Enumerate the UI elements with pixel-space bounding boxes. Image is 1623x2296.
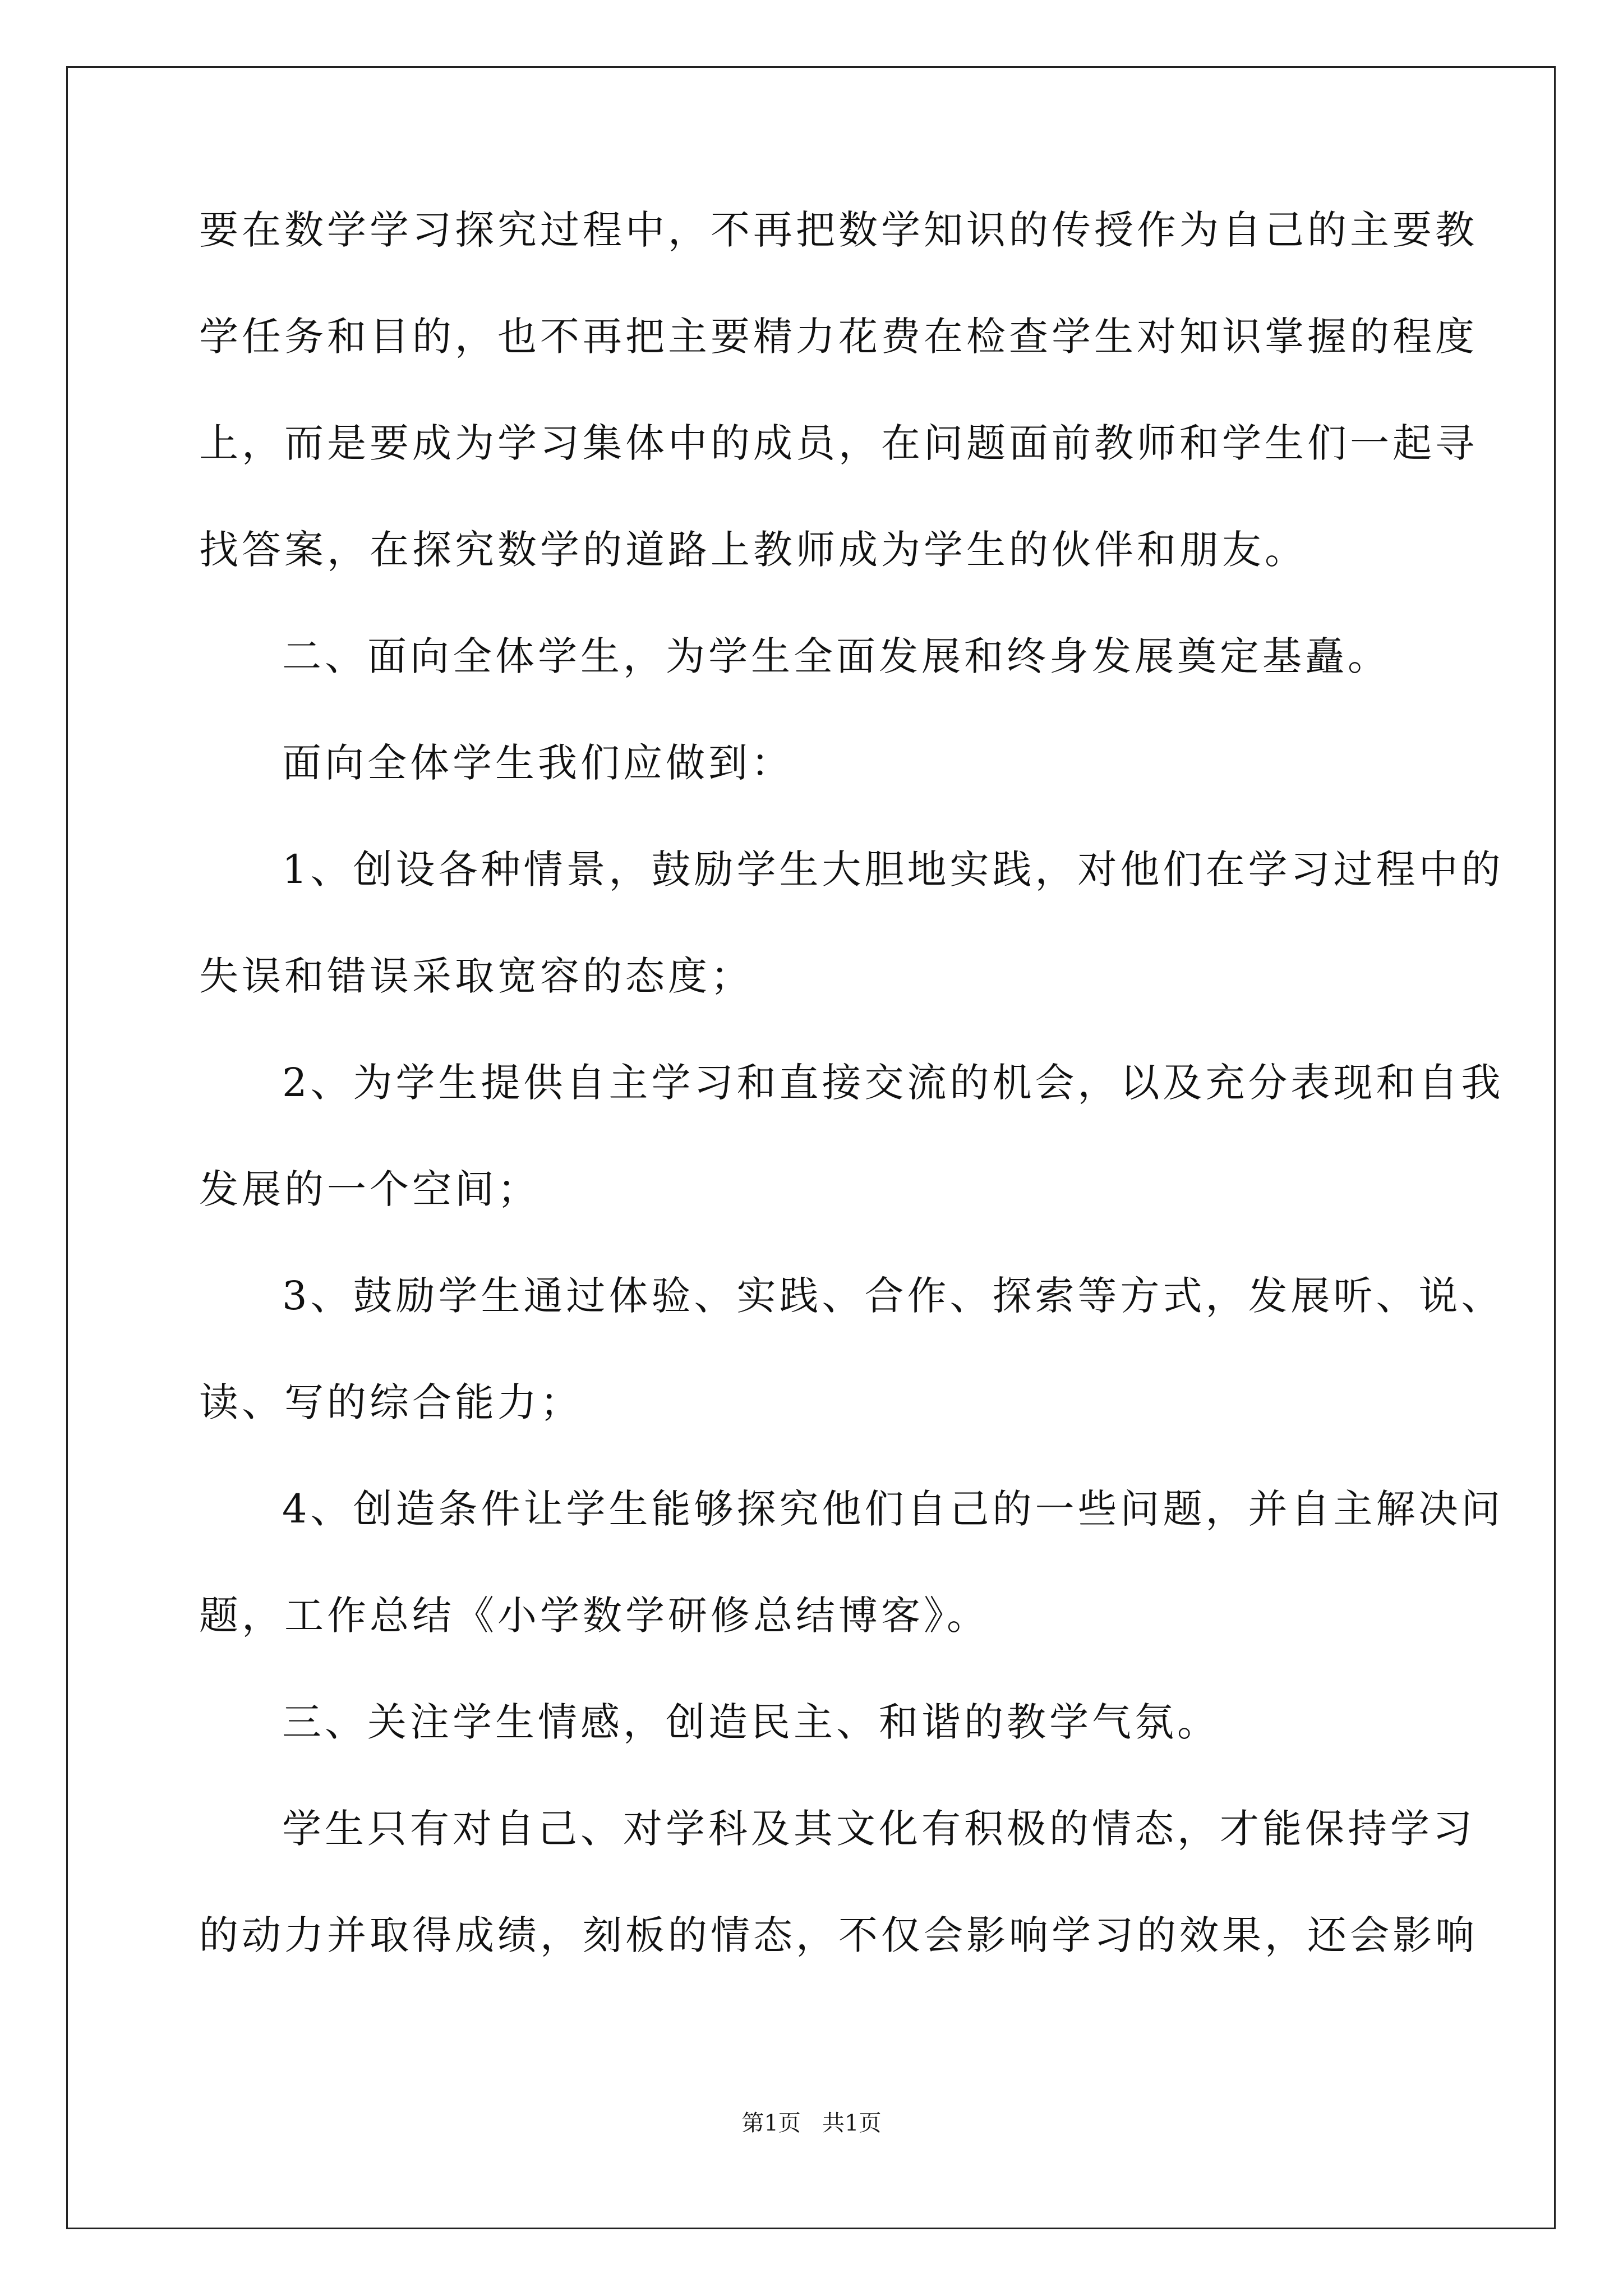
text-line: 失误和错误采取宽容的态度；	[199, 953, 753, 999]
list-item-1: 1、创设各种情景，鼓励学生大胆地实践，对他们在学习过程中的	[282, 846, 1504, 892]
text-line: 上，而是要成为学习集体中的成员，在问题面前教师和学生们一起寻	[199, 420, 1478, 466]
text-line: 发展的一个空间；	[199, 1166, 540, 1212]
list-item-3: 3、鼓励学生通过体验、实践、合作、探索等方式，发展听、说、	[282, 1273, 1504, 1319]
document-body	[199, 207, 1504, 2022]
text-line: 找答案，在探究数学的道路上教师成为学生的伙伴和朋友。	[199, 527, 1307, 573]
list-item-2: 2、为学生提供自主学习和直接交流的机会，以及充分表现和自我	[282, 1060, 1504, 1106]
text-line: 面向全体学生我们应做到：	[282, 740, 794, 786]
text-line: 题，工作总结《小学数学研修总结博客》。	[199, 1593, 989, 1639]
list-item-4: 4、创造条件让学生能够探究他们自己的一些问题，并自主解决问	[282, 1486, 1504, 1532]
page-footer: 第1页 共1页	[741, 2110, 882, 2136]
text-line: 学任务和目的，也不再把主要精力花费在检查学生对知识掌握的程度	[199, 314, 1478, 360]
text-line: 要在数学学习探究过程中，不再把数学知识的传授作为自己的主要教	[199, 207, 1478, 253]
section-heading-2: 二、面向全体学生，为学生全面发展和终身发展奠定基矗。	[282, 633, 1390, 679]
text-line: 学生只有对自己、对学科及其文化有积极的情态，才能保持学习	[282, 1806, 1476, 1852]
text-line: 读、写的综合能力；	[199, 1379, 583, 1425]
section-heading-3: 三、关注学生情感，创造民主、和谐的教学气氛。	[282, 1699, 1220, 1745]
text-line: 的动力并取得成绩，刻板的情态，不仅会影响学习的效果，还会影响	[199, 1912, 1478, 1958]
